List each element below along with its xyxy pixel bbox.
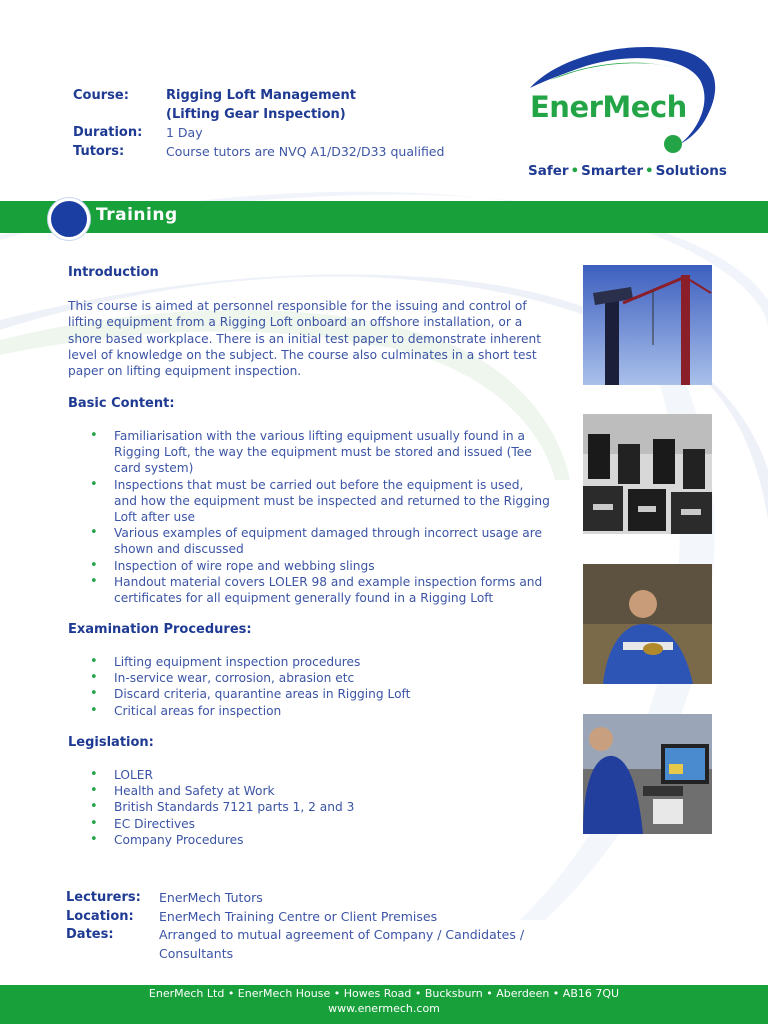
list-item: • Discard criteria, quarantine areas in Rigging Loft <box>90 686 550 702</box>
examination-heading: Examination Procedures: <box>68 622 252 637</box>
introduction-text: This course is aimed at personnel responsible for the issuing and control of lifting equipment from a Rigging Loft onboard an offshore installation, or a shore based workplace. There is an initial test paper to demonstrate inherent level of knowledge on the subject. The course also culminates in a short test paper on lifting equipment inspection. <box>68 299 542 379</box>
list-item: • Health and Safety at Work <box>90 783 550 799</box>
list-item: • Company Procedures <box>90 832 550 848</box>
tutors-value: Course tutors are NVQ A1/D32/D33 qualified <box>166 143 445 159</box>
list-item: • Handout material covers LOLER 98 and example inspection forms and certificates for all equipment generally found in a Rigging Loft <box>90 574 550 606</box>
list-item: • In-service wear, corrosion, abrasion etc <box>90 670 550 686</box>
footer-website-link[interactable]: www.enermech.com <box>328 1002 440 1015</box>
course-name: Rigging Loft Management <box>166 88 356 103</box>
list-item: • British Standards 7121 parts 1, 2 and 3 <box>90 799 550 815</box>
crane-photo <box>583 265 712 385</box>
list-item: • EC Directives <box>90 816 550 832</box>
course-details <box>66 889 539 963</box>
duration-label: Duration: <box>73 125 143 140</box>
footer-address: EnerMech Ltd • EnerMech House • Howes Road • Bucksburn • Aberdeen • AB16 7QU <box>148 987 620 1000</box>
section-title: Training <box>96 205 178 225</box>
course-label: Course: <box>73 88 129 103</box>
dates-label: Dates: <box>66 927 114 942</box>
legislation-list <box>90 767 550 848</box>
enermech-logo <box>520 40 730 190</box>
list-item: • Inspection of wire rope and webbing slings <box>90 558 550 574</box>
lecturers-label: Lecturers: <box>66 890 141 905</box>
course-info <box>73 87 444 161</box>
simulator-photo <box>583 714 712 834</box>
introduction-heading: Introduction <box>68 265 159 280</box>
basic-content-list <box>90 428 550 606</box>
basic-content-heading: Basic Content: <box>68 396 175 411</box>
list-item: • Critical areas for inspection <box>90 703 550 719</box>
list-item: • Various examples of equipment damaged through incorrect usage are shown and discussed <box>90 525 550 557</box>
band-circle-icon <box>48 198 90 240</box>
footer <box>0 985 768 1024</box>
logo-wordmark: EnerMech <box>530 90 687 124</box>
duration-value: 1 Day <box>166 125 203 140</box>
lecturers-value: EnerMech Tutors <box>159 890 263 905</box>
tutors-label: Tutors: <box>73 143 125 159</box>
list-item: • Lifting equipment inspection procedures <box>90 654 550 670</box>
dates-value: Arranged to mutual agreement of Company / Candidates / Consultants <box>159 927 525 961</box>
logo-tagline: Safer • Smarter • Solutions <box>528 163 727 179</box>
list-item: • Familiarisation with the various lifting equipment usually found in a Rigging Loft, the way the equipment must be stored and issued (Tee card system) <box>90 428 550 477</box>
technician-photo <box>583 564 712 684</box>
equipment-photo <box>583 414 712 534</box>
list-item: • LOLER <box>90 767 550 783</box>
legislation-heading: Legislation: <box>68 735 154 750</box>
location-value: EnerMech Training Centre or Client Premises <box>159 908 438 924</box>
list-item: • Inspections that must be carried out before the equipment is used, and how the equipment must be inspected and returned to the Rigging Loft after use <box>90 477 550 526</box>
course-subtitle: (Lifting Gear Inspection) <box>166 106 346 122</box>
examination-list <box>90 654 550 719</box>
location-label: Location: <box>66 908 134 924</box>
